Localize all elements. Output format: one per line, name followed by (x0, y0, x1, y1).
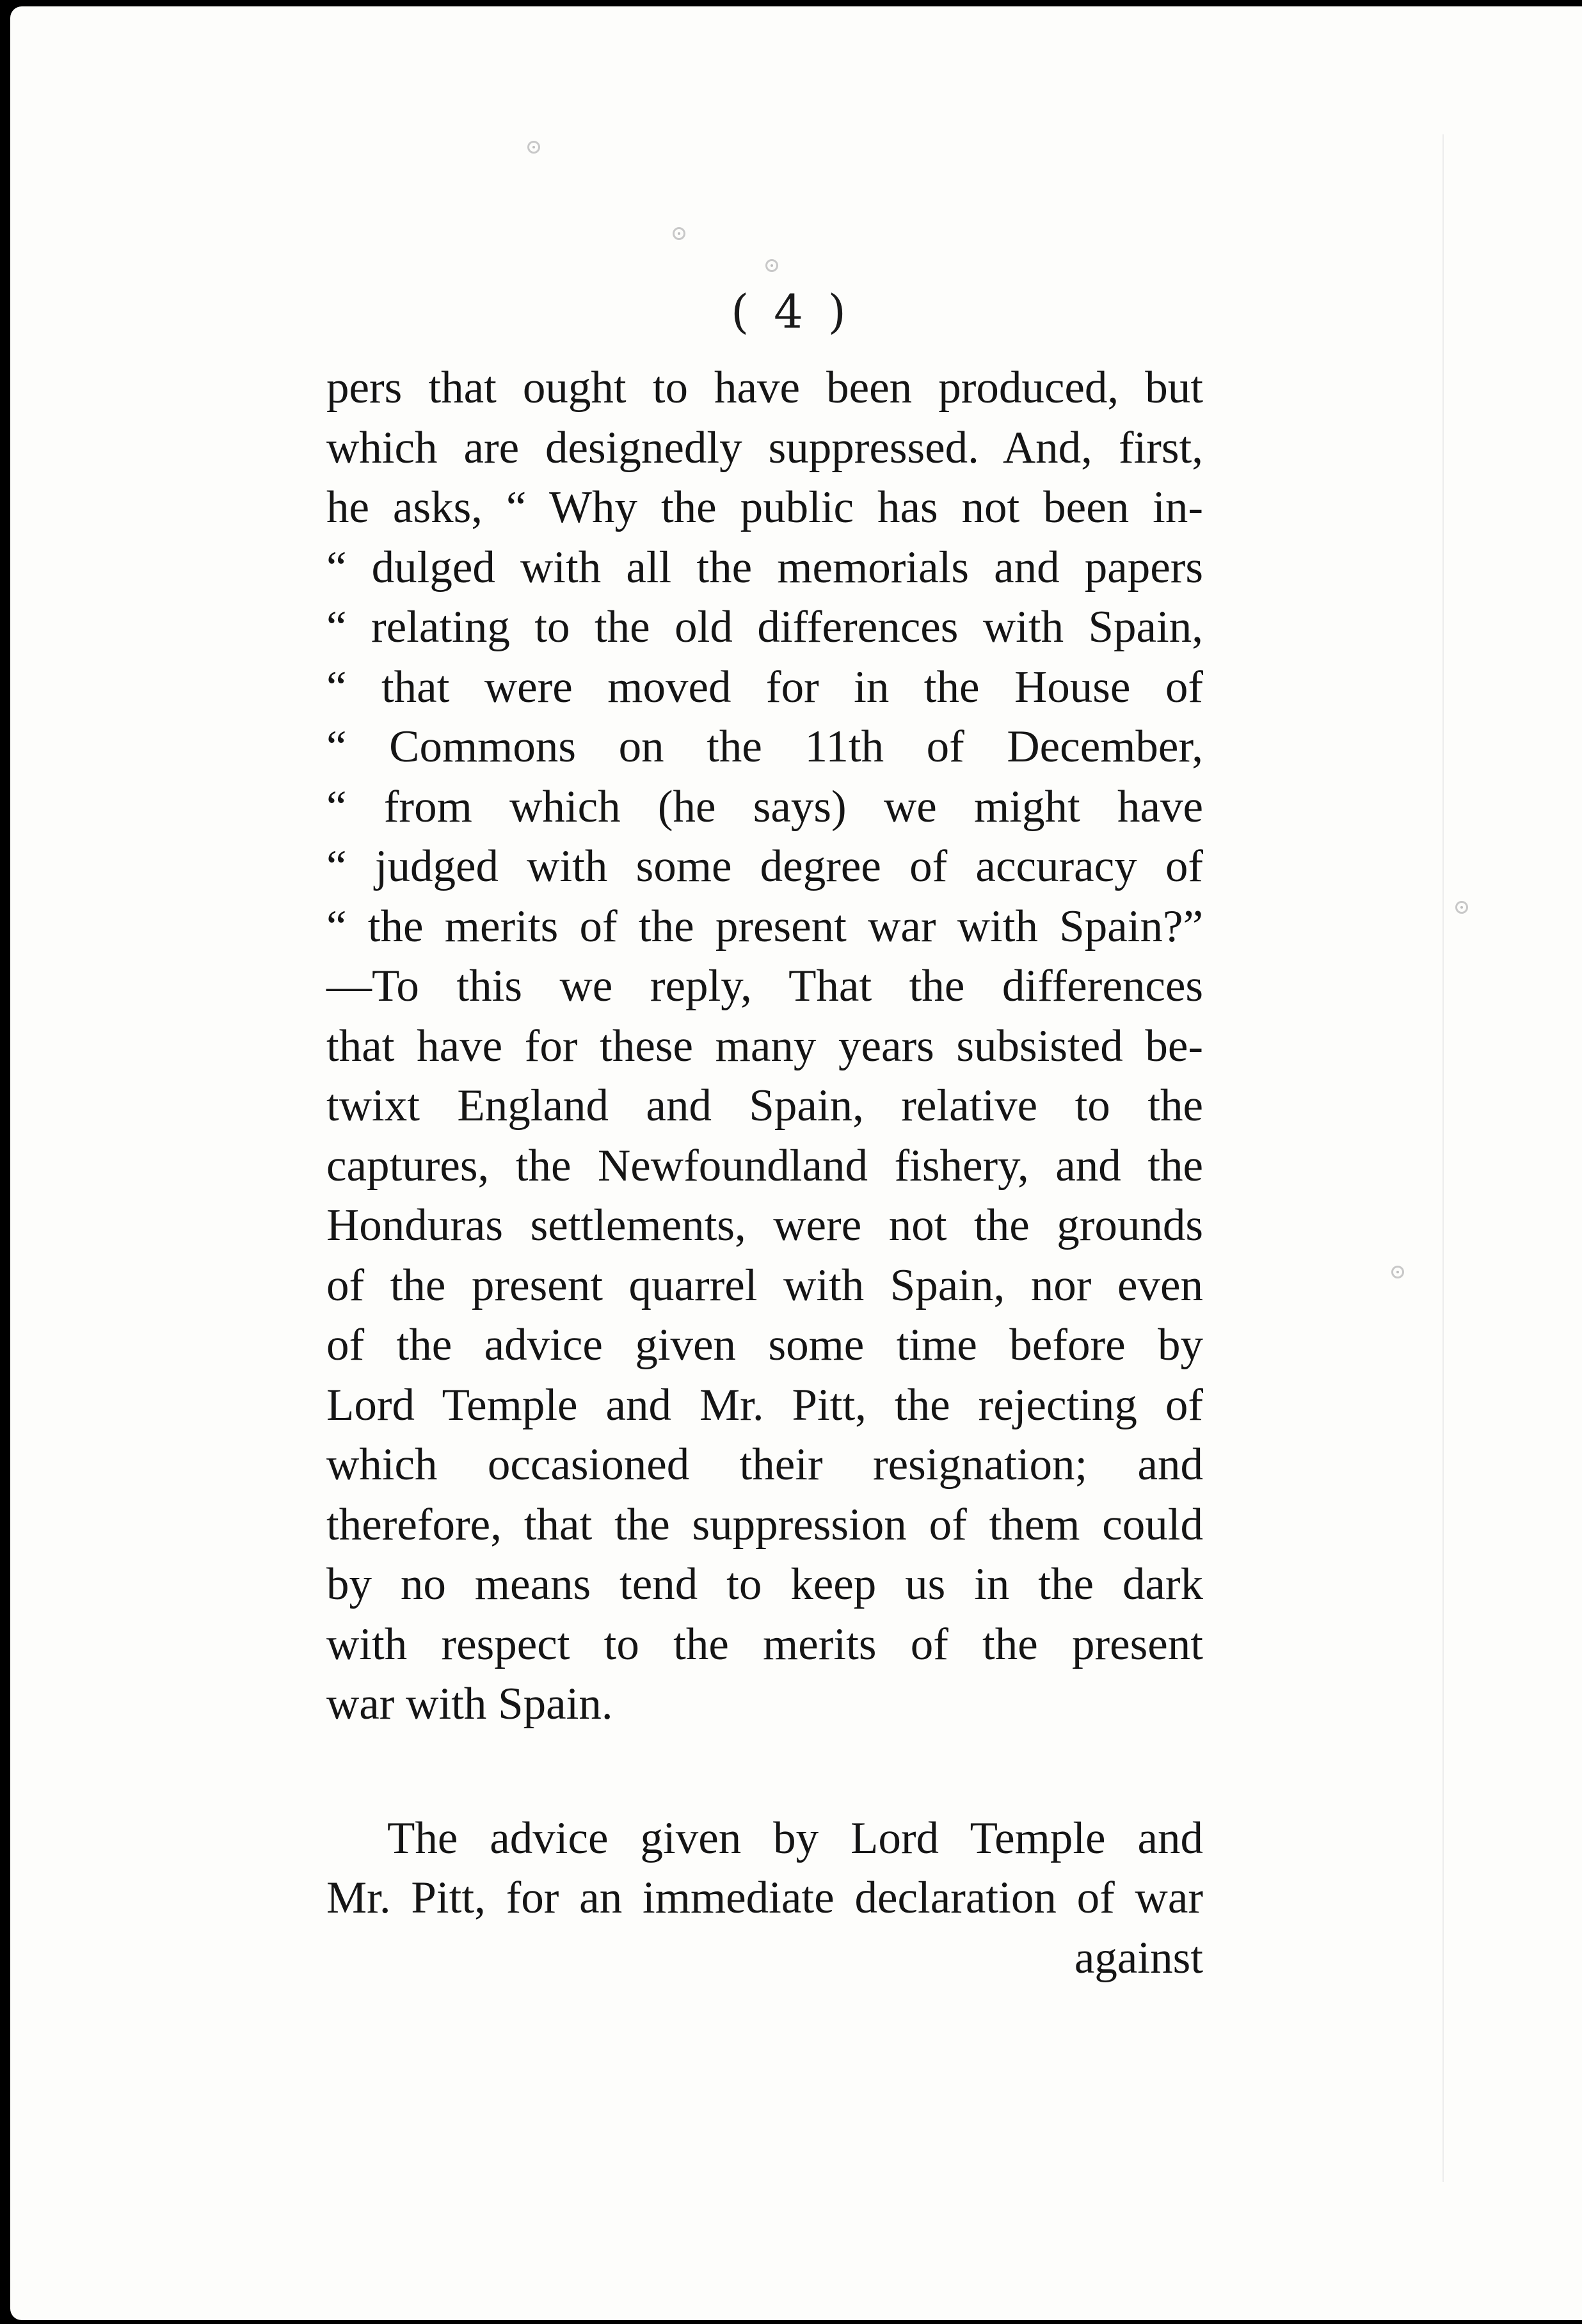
scan-artifact-dot (765, 259, 778, 272)
scan-artifact-dot (1455, 901, 1468, 914)
text-line: “ from which (he says) we might have (326, 781, 1203, 832)
text-line: of the present quarrel with Spain, nor even (326, 1260, 1203, 1310)
page-number: ( 4 ) (731, 285, 851, 338)
text-line: Honduras settlements, were not the grounds (326, 1200, 1203, 1250)
text-line: Mr. Pitt, for an immediate declaration of war (326, 1873, 1203, 1923)
text-line: that have for these many years subsisted be- (326, 1021, 1203, 1071)
text-line: of the advice given some time before by (326, 1320, 1203, 1370)
page-body-text (326, 358, 1203, 1988)
text-line: which occasioned their resignation; and (326, 1440, 1203, 1490)
text-line: “ Commons on the 11th of December, (326, 722, 1203, 772)
scan-artifact-dot (673, 227, 685, 240)
catchword: against (1074, 1932, 1203, 1983)
text-line: which are designedly suppressed. And, first, (326, 422, 1203, 473)
text-line: with respect to the merits of the present (326, 1619, 1203, 1669)
text-line: “ relating to the old differences with Spain, (326, 602, 1203, 652)
text-line: war with Spain. (326, 1679, 613, 1729)
text-line: “ judged with some degree of accuracy of (326, 841, 1203, 891)
gutter-shadow (1442, 134, 1444, 2182)
text-line: The advice given by Lord Temple and (387, 1813, 1203, 1863)
scan-artifact-dot (1391, 1266, 1404, 1278)
text-line: “ dulged with all the memorials and papers (326, 542, 1203, 593)
text-line: pers that ought to have been produced, but (326, 363, 1203, 413)
text-line: therefore, that the suppression of them could (326, 1499, 1203, 1550)
text-line: “ that were moved for in the House of (326, 662, 1203, 712)
text-line: —To this we reply, That the differences (326, 961, 1203, 1011)
text-line: “ the merits of the present war with Spain?” (326, 901, 1203, 951)
text-line: he asks, “ Why the public has not been in- (326, 482, 1203, 532)
text-line: Lord Temple and Mr. Pitt, the rejecting of (326, 1380, 1203, 1430)
text-line: twixt England and Spain, relative to the (326, 1081, 1203, 1131)
paragraph-gap (326, 1735, 1203, 1809)
text-line: captures, the Newfoundland fishery, and the (326, 1140, 1203, 1191)
text-line: by no means tend to keep us in the dark (326, 1559, 1203, 1609)
scan-artifact-dot (527, 141, 540, 154)
